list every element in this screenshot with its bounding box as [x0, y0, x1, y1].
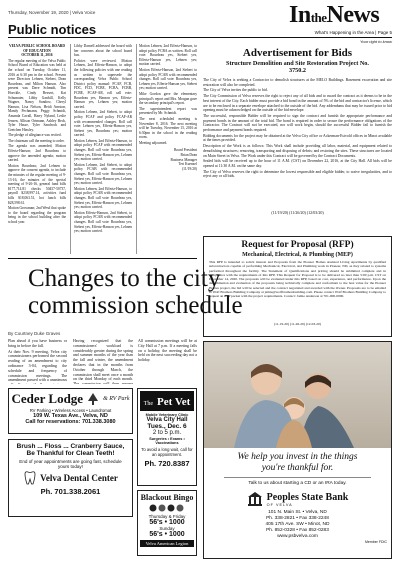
bids-paragraph: Bidding documents for the project may be obtained at the Velva City office or Ackerman-Estvold offices in Minot available at the times provided.: [203, 133, 392, 143]
notice-paragraph: Motion Effertz-Hanson, 2nd Siebert, to adopt policy FCAB with recommended changes. Roll call vote: Bourdeau yes, Siebert yes, Effertz-Hanson yes, Lehnen yes; motion carried.: [74, 210, 132, 234]
signature-president: Board President: [173, 148, 197, 153]
dental-logo: [12, 471, 129, 485]
rfp-body: This RFP is intended to solicit interest and Proposals from the Pioneer Homes Assisted Living Apartments by qualified subcontractors capable of performing Mechanical, Electrical, and Plumbing work in Pioneer, ND, as they related to systems performed throughout the facility. The Statement of Qualifications and pricing should be submitted complete and in compliance with the requirements of this RFP. This Request for Proposal is to be delivered no later than 5:00 p.m. CST on December 14, 2020. The proposals will be evaluated under this RFP, based on cost, experience, and performance. Upon the determination and evaluation of the proposals being technically complete and conformant to the best value for the Pioneer Homes project, the bid will be selected and the contract negotiated and awarded with the Owner. Proposals are to be emailed to Wolf Brothers Building Company at jamie@wolfbrothersbuilding.com. Please contact Wolf Brothers Building Company to request an RFP packet with the project requirements. Contact: Jamie Anderson at 701-000-0000.: [209, 260, 386, 299]
bank-name: Peoples State Bank: [266, 491, 349, 503]
bank-addr-2: Ph. 338-2821 • Fax 338-2248: [266, 515, 329, 521]
pet-vet-name: Pet Vet: [157, 396, 191, 408]
pet-services: Surgeries • Exams • Vaccinations: [149, 437, 185, 445]
notice-paragraph: Mike Gordon gave the elementary principal's report and Mrs. Morgan gave the secondary principal's report.: [139, 91, 197, 106]
bids-subtitle: Structure Demolition and Site Restoration Project No. 3750.2: [226, 60, 369, 74]
rfp-dates: (11-19-20) (11-26-20) (12-03-20): [274, 322, 321, 326]
ceder-line2: 109 W. Texas Ave., Velva, ND: [33, 413, 108, 419]
bids-title: Advertisement for Bids: [242, 47, 353, 59]
header-rule: [8, 37, 392, 38]
notice-col-2: [74, 44, 132, 254]
bids-paragraph: Description of the Work is as follows: This Work shall include providing all labor, material, and equipment related to demolishing structures; removing, transporting and disposing of debris; and restoring the sites. These structures are located on Main Street in Velva. The Work under this Contract will be governed by the Contract Documents.: [203, 144, 392, 158]
pet-time: 2 to 5 p.m.: [152, 430, 182, 436]
feature-paragraph: Plan ahead if you have business or bring in before the fall.: [8, 339, 67, 348]
brush-sub: Be Thankful for Clean Teeth!: [26, 450, 115, 457]
notice-paragraph: Motion Lehnen, 2nd Effertz-Hanson, to adopt policy FCAF with recommended changes. Roll call vote: Bourdeau yes, Siebert yes, Effertz-Hanson yes, Lehnen yes; motion carried.: [74, 138, 132, 162]
bids-paragraph: The City of Velva reserves the right to determine the lowest responsible and eligible bidder, to waive irregularities, and to reject any or all bids.: [203, 169, 392, 179]
ceder-phone: Call for reservations: 701.338.3080: [25, 419, 116, 425]
notice-paragraph: The chairman call the meeting to order.: [8, 138, 65, 143]
ceder-lodge-ad: [8, 388, 133, 434]
nameplate-in: In: [289, 2, 311, 28]
bids-paragraph: The City Commission of Velva reserves the right to reject any of all bids and to award the contract as it deems to be in the best interest of the City. Each bidder must provide a bid bond in the amount of 5% of the bid and contractor's license, which are to be enclosed in a separate envelope attached to the outside of the bid. Any addendums that may be issued prior to bid opening must be acknowledged on the outside of the bid envelope.: [203, 94, 392, 113]
signature-manager-name: Teri Kuenzel: [178, 162, 197, 167]
dateline: Thursday, November 19, 2020 | Velva Voice: [8, 10, 96, 15]
ceder-line1: RV Parking • Wireless Access • Laundromat: [29, 408, 112, 413]
bingo-balls: [140, 504, 194, 512]
notice-paragraph: The agenda was amended; Motion Effertz-Hanson; 2nd Bourdeau to approve the amended agenda; motion carried.: [8, 144, 66, 163]
ceder-name: Ceder Lodge: [11, 391, 84, 406]
bids-dates: (11/19/20) (11/26/20) (12/03/20): [271, 210, 324, 215]
bank-addr-1: 101 N. Main St. • Velva, ND: [268, 509, 327, 515]
school-board-notice: [8, 44, 197, 254]
section-title: Public notices: [8, 22, 97, 37]
bank-divider: [224, 477, 371, 478]
bank-web[interactable]: www.psbvelva.com: [277, 533, 318, 539]
ceder-sub: & RV Park: [103, 396, 130, 402]
notice-ref: (11/19/20): [181, 166, 197, 171]
notice-paragraph: Motion Effertz-Hanson, 2nd Siebert to adopt policy FCAB with recommended changes. Roll call vote: Bourdeau yes, Lehnen yes, Effertz-Hanson yes, Siebert yes; motion carried.: [139, 67, 197, 91]
tree-icon: [86, 393, 100, 405]
bingo-second: 56's • 1000: [149, 531, 185, 538]
feature-col-3: All commission meetings will be at City Hall at 7 p.m. If a meeting falls on a holiday, the meeting shall be held on the next succeeding day not a holiday.: [138, 339, 197, 363]
notice-col-1: [8, 44, 66, 254]
feature-headline: Changes to the city commission schedule: [28, 265, 243, 319]
notice-paragraph: The pledge of allegiance was recited.: [8, 133, 62, 138]
notice-paragraph: The superintendent report was presented by Mr. Schmidt.: [139, 106, 197, 116]
headline-rule: [8, 258, 197, 259]
nameplate-the: the: [310, 10, 327, 25]
notice-paragraph: Libby Darnell addressed the board with her concerns about the school board bus.: [74, 44, 132, 58]
notice-paragraph: Motion Lehnen, 2nd Siebert, to adopt policy FCAB with recommended changes. Roll call vote: Bourdeau yes, Siebert yes, Effertz-Hanson yes, Lehnen yes; motion carried.: [74, 162, 132, 186]
tagline: What's Happening in the Area | Page 5: [314, 30, 392, 35]
bids-paragraph: The successful, responsible Bidder will be required to sign the contract and furnish the appropriate performance and payment bonds in the amount of the total bid. The bond is required in order to secure the performance obligations of the Contractor. The Contract will not be executed, nor will work begin, should the successful Bidder fail to furnish the performance and payment bonds required.: [203, 113, 392, 133]
legion-banner: Velva American Legion: [140, 540, 194, 547]
feature-col-2: Having recognized that the commissioners' workload is considerably greater during the spring and summer months of the year than the fall and winter, the amendment declares that in the months from October through March, the commission shall meet once a month on the third Monday of each month.: [73, 339, 133, 382]
notice-paragraph: Motion Lehnen, 2nd Siebert, to adopt policy FCAF and policy FCAF-AR with recommended changes. Roll call vote: Lehnen yes, Effertz-Hanson yes, Siebert yes, Bourdeau yes; motion carried.: [74, 110, 132, 138]
bank-addr-4: Ph. 852-0328 • Fax 852-0283: [266, 527, 329, 533]
brush-title: Brush ... Floss ... Cranberry Sauce,: [16, 443, 125, 450]
notice-col-3: [139, 44, 197, 254]
notice-paragraph: Meeting adjourned.: [139, 140, 168, 145]
bids-paragraph: Sealed bids will be received up to the hour of 11 A.M. (CST) on December 22, 2016, at the City Hall. All bids will be opened at 11:30 A.M. on the same day.: [203, 159, 392, 168]
bank-headline-1: We help you invest in the things: [237, 452, 358, 462]
pet-location: Velva City Hall: [146, 417, 188, 423]
notice-paragraph: Motion Bourdeau; 2nd Lehnen to approve the consent agenda, to include the minutes of the regular meeting of 9-13-16, the minutes of the special meeting of 9-26-16, general fund bills $177,714.81 checks 50457-50737, payroll $238,997.14, activities fund bills $18,063.51, hot lunch bills $28,598.61.: [8, 163, 66, 205]
pet-vet-banner: [140, 391, 194, 411]
bank-copy: [204, 452, 391, 544]
notice-date: OCTOBER 11, 2016: [21, 53, 53, 58]
bingo-ball-icon: [149, 504, 185, 512]
column-divider: [136, 44, 137, 254]
notice-paragraph: The regular meeting of the Velva Public School Board of Education was held at the school on Tuesday, October 11, 2016 at 6:30 pm in the school. Present were Directors Lehnen, Siebert, Dean Bourdeau, and Milton Hanson. Also present was Dave Schmidt, Tim Hoeckle, Cindy Bessert, Kai Schumaier, Libby Ganhill, Kelly Wagner, Nancy Sundow, Cheryl Hanson, Lisa Nelson, Heidi Arnston, Mandy Pechmann, Peggy Schmidt, Amanda Cavall, Harry Nyland, Leslie Jensen, Allison Ortmann, Ashley Beck, Tyler Hasse, Tyler Sandrock and Gretchen Hinsley.: [8, 58, 66, 132]
feature-col-1: [8, 339, 67, 384]
bids-paragraph: The City of Velva is seeking a Contractor to demolish structures at the MELO Buildings. Basement excavation and site restoration will also be completed.: [203, 78, 392, 87]
bank-member: Member FDIC: [365, 539, 387, 544]
feature-paragraph: At their Nov. 9 meeting, Velva city commissioners performed the second reading of an amendment to city ordinance 3-04, regarding the schedule and frequency of commission meetings. The amendment passed with a unanimous: [8, 349, 67, 383]
family-photo: [204, 342, 391, 448]
bank-building-icon: [247, 492, 263, 506]
nameplate-news: News: [326, 2, 380, 28]
bingo-ad: [137, 490, 197, 556]
bids-body: [203, 78, 392, 208]
dental-name: Velva Dental Center: [40, 473, 118, 483]
rfp-title: Request for Proposal (RFP): [241, 240, 354, 250]
notice-note: Your right to know: [359, 39, 392, 44]
bids-notice: [203, 47, 392, 222]
dental-ad: [8, 439, 133, 517]
pet-day: Tues., Dec. 6: [147, 423, 187, 430]
bank-name-block: [267, 492, 349, 507]
bank-addr-3: 405 17th Ave. SW • Minot, ND: [265, 521, 330, 527]
rfp-subtitle: Mechanical, Electrical, & Plumbing (MEP): [242, 252, 353, 258]
bank-logo: [204, 492, 391, 507]
nameplate: [289, 2, 379, 29]
signature-president-name: Brian Dean: [180, 153, 197, 158]
bank-headline-2: you're thankful for.: [261, 463, 334, 473]
bids-paragraph: The City of Velva invites the public to bid.: [203, 88, 268, 93]
feature-byline: By Courtney Duke Graves: [8, 331, 61, 336]
pet-clinic: Mobile Veterinary Clinic: [145, 413, 189, 417]
tooth-icon: [23, 471, 37, 485]
notice-paragraph: Motion Lehnen, 2nd Effertz-Hanson, to adopt policy FCAB with recommended changes. Roll call vote: Bourdeau yes, Siebert yes, Effertz-Hanson yes, Lehnen yes; motion carried.: [74, 186, 132, 210]
bingo-title: Blackout Bingo: [140, 493, 194, 502]
notice-paragraph: The next scheduled meeting is November 8, 2016. The next meeting will be Tuesday, November 15, 2016 at 6:30pm in the school in the reading room.: [139, 116, 197, 140]
bingo-when: Thursday & Friday: [148, 514, 186, 519]
notice-org: VELVA PUBLIC SCHOOL BOARD OF EDUCATION: [8, 44, 66, 53]
bingo-sunday: Sunday: [159, 526, 175, 531]
signature-manager: Business Manager: [170, 157, 197, 162]
ceder-logo: [11, 391, 130, 407]
notice-paragraph: Motion Lehnen, 2nd Effertz-Hanson, to adopt policy FCBA as written. Roll call vote: Bourdeau yes, Siebert yes, Effertz-Hanson yes, Lehnen yes; motion carried.: [139, 44, 197, 67]
pet-note: To avoid a long wait, call for an appointment.: [141, 447, 193, 457]
bingo-first: 56's • 1000: [149, 519, 185, 526]
brush-line: End of year appointments are going fast, schedule yours today!: [19, 459, 122, 469]
dental-phone: Ph. 701.338.2061: [40, 487, 101, 496]
family-photo-image: [204, 342, 391, 448]
notice-paragraph: Motion Grossman; 2nd Wesd that spoke to the board regarding the program being in the school building after the school year.: [8, 206, 66, 224]
column-divider: [70, 44, 71, 254]
bank-sub: OF VELVA: [266, 502, 293, 507]
bank-address: [204, 510, 391, 540]
pet-phone: Ph. 720.8387: [144, 459, 190, 468]
bank-ad: [203, 341, 392, 559]
pet-vet-ad: [137, 388, 197, 486]
notice-paragraph: Policies were reviewed. Motion Lehnen, 2nd Effertz-Hanson, to adopt the following policies with one reading as written to supersede the corresponding Velva Public School District policy manual: FCAF, FCB, FDC, FCD, FCBE, FCBA, FCBB, FCBE, FCAF-AR, roll call vote: Bourdeau yes, Hanson yes, Effertz-Hanson yes, Lehnen yes; motion carried.: [74, 58, 132, 109]
bank-cta: Talk to us about starting a CD or an IRA today.: [248, 480, 347, 486]
pet-vet-the: The: [143, 401, 154, 407]
